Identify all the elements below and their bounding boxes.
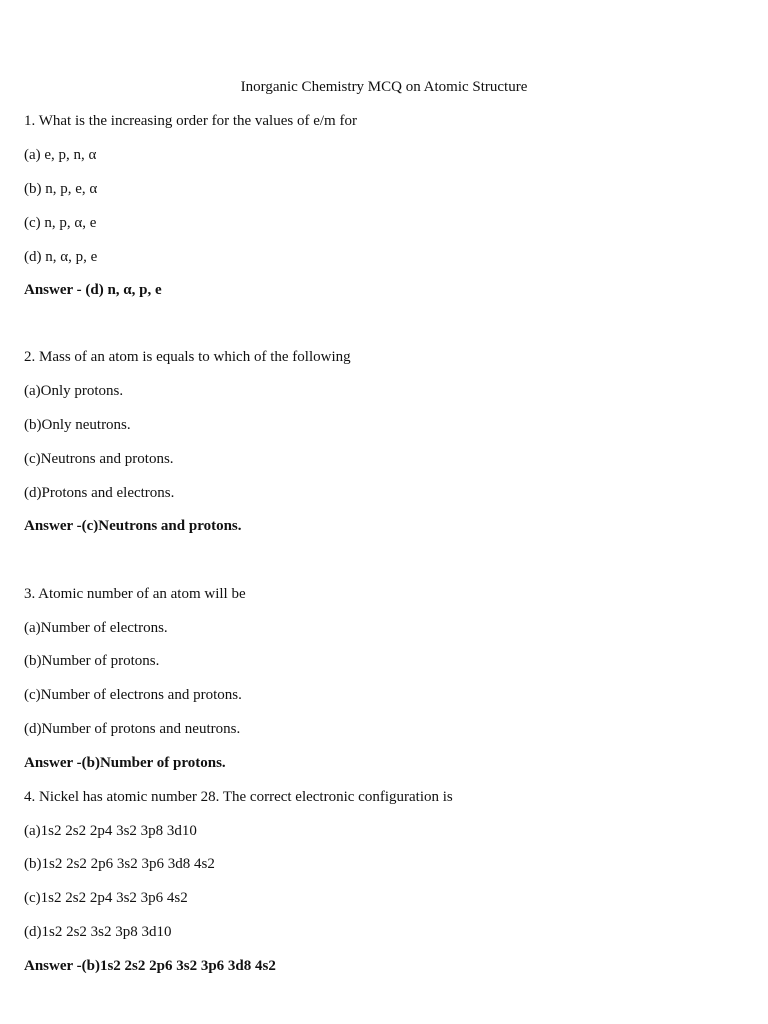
question-2-option-d: (d)Protons and electrons. — [24, 485, 175, 501]
question-2-option-b: (b)Only neutrons. — [24, 417, 131, 433]
question-3-option-d: (d)Number of protons and neutrons. — [24, 721, 241, 737]
question-1-answer: Answer - (d) n, α, p, e — [24, 282, 162, 298]
question-3-option-b: (b)Number of protons. — [24, 653, 160, 669]
question-1-option-a: (a) e, p, n, α — [24, 147, 97, 163]
question-4-option-d: (d)1s2 2s2 3s2 3p8 3d10 — [24, 924, 172, 940]
question-1: 1. What is the increasing order for the values of e/m for — [24, 113, 357, 129]
question-2-option-a: (a)Only protons. — [24, 383, 124, 399]
document-title: Inorganic Chemistry MCQ on Atomic Structure — [240, 79, 528, 95]
question-3: 3. Atomic number of an atom will be — [24, 586, 246, 602]
question-1-option-b: (b) n, p, e, α — [24, 181, 98, 197]
question-4: 4. Nickel has atomic number 28. The correct electronic configuration is — [24, 789, 453, 805]
question-4-answer: Answer -(b)1s2 2s2 2p6 3s2 3p6 3d8 4s2 — [24, 958, 276, 974]
question-4-option-b: (b)1s2 2s2 2p6 3s2 3p6 3d8 4s2 — [24, 856, 215, 872]
question-3-option-a: (a)Number of electrons. — [24, 620, 168, 636]
question-1-option-c: (c) n, p, α, e — [24, 215, 97, 231]
question-4-option-a: (a)1s2 2s2 2p4 3s2 3p8 3d10 — [24, 823, 197, 839]
question-3-answer: Answer -(b)Number of protons. — [24, 755, 226, 771]
question-3-option-c: (c)Number of electrons and protons. — [24, 687, 242, 703]
question-2-answer: Answer -(c)Neutrons and protons. — [24, 518, 242, 534]
question-2: 2. Mass of an atom is equals to which of the following — [24, 349, 351, 365]
question-4-option-c: (c)1s2 2s2 2p4 3s2 3p6 4s2 — [24, 890, 188, 906]
question-2-option-c: (c)Neutrons and protons. — [24, 451, 174, 467]
question-1-option-d: (d) n, α, p, e — [24, 249, 98, 265]
